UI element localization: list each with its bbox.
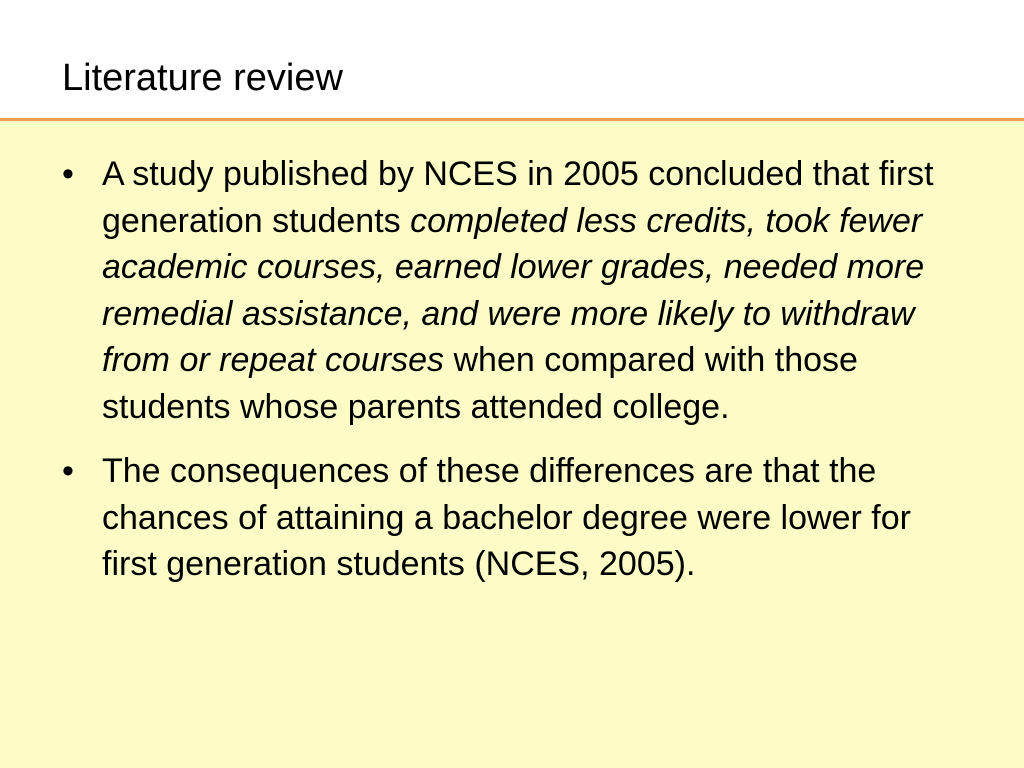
title-area — [0, 0, 1024, 118]
slide-title: Literature review — [62, 57, 343, 99]
bullet-list — [62, 151, 962, 606]
bullet-item-1 — [62, 151, 962, 430]
bullet-item-2 — [62, 448, 962, 588]
bullet-marker: • — [62, 452, 74, 490]
bullet-marker: • — [62, 155, 74, 193]
bullet-1-emphasis: completed less credits, took fewer academic courses, earned lower grades, needed more remedial assistance, and were more likely to withdraw from or repeat courses — [102, 201, 925, 379]
content-area — [0, 121, 1024, 768]
bullet-1-outro: when compared with those students whose parents attended college. — [102, 341, 858, 426]
bullet-text-2: The consequences of these differences are that the chances of attaining a bachelor degree were lower for first generation students (NCES, 2005). — [102, 452, 911, 583]
bullet-1-intro: A study published by NCES in 2005 concluded that first generation students — [102, 155, 934, 240]
bullet-text-1 — [102, 155, 934, 426]
